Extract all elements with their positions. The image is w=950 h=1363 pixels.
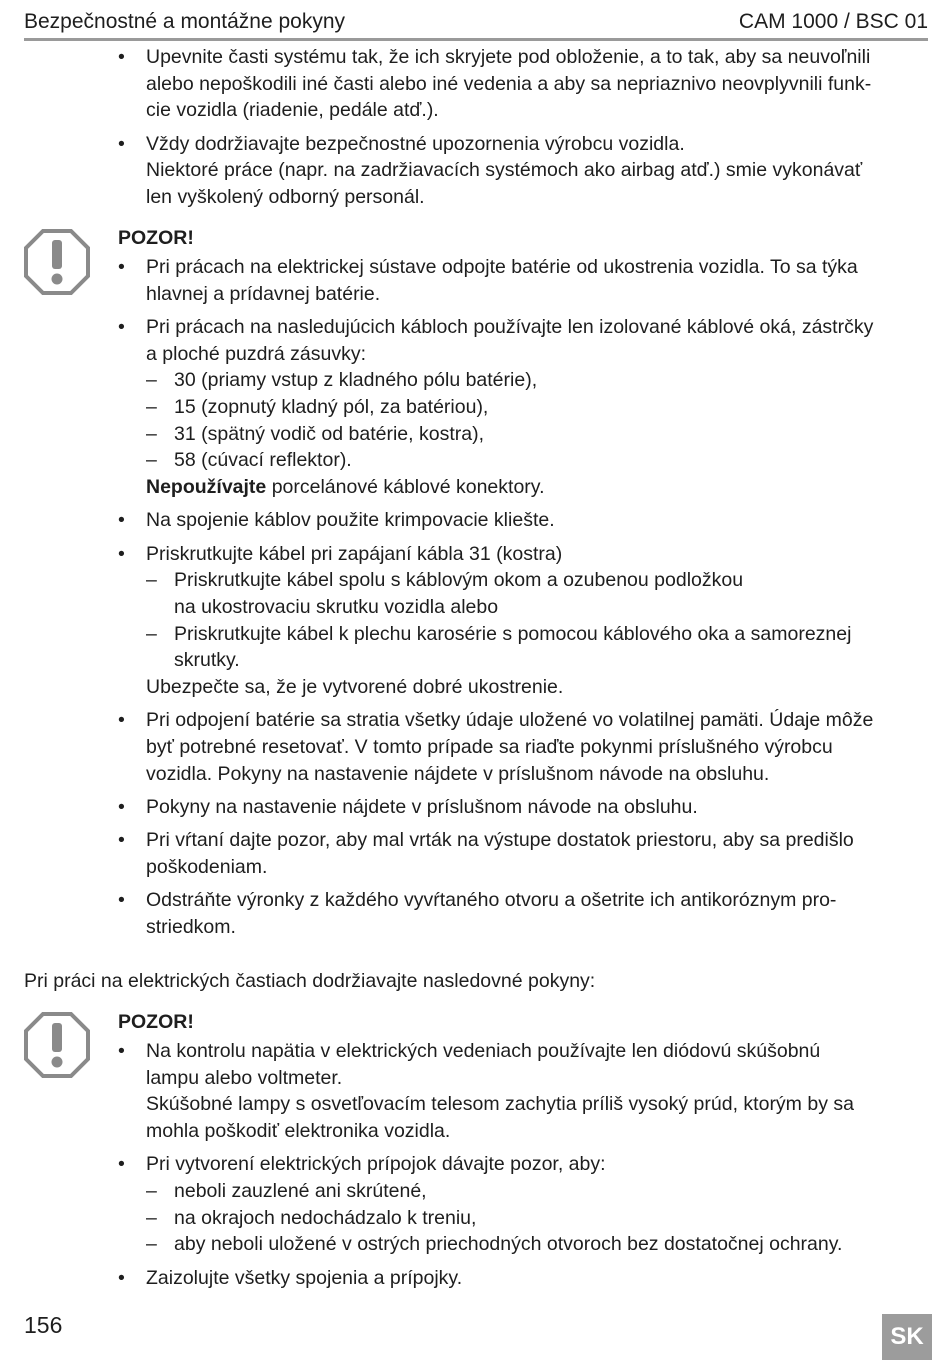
- dash-item: – na okrajoch nedochádzalo k treniu,: [146, 1205, 930, 1232]
- dash-item: – 15 (zopnutý kladný pól, za batériou),: [146, 394, 930, 421]
- list-item: • Pri prácach na elektrickej sústave odpojte batérie od ukostrenia vozidla. To sa týka hlavnej a prídavnej batérie.: [118, 254, 930, 307]
- list-item: • Upevnite časti systému tak, že ich skryjete pod obloženie, a to tak, aby sa neuvoľnili alebo nepoškodili iné časti alebo iné vedenia a aby sa nepriaznivo neovplyvnili funk- cie vozidla (riadenie, pedále atď.).: [118, 44, 930, 124]
- warning-block-1: [118, 224, 930, 947]
- top-bullet-list: [118, 44, 930, 217]
- page-header: [24, 8, 928, 41]
- connector-note: Nepoužívajte porcelánové káblové konektory.: [146, 476, 545, 499]
- warning-title: POZOR!: [118, 1011, 194, 1033]
- list-item: • Pri odpojení batérie sa stratia všetky údaje uložené vo volatilnej pamäti. Údaje môže byť potrebné resetovať. V tomto prípade sa riaďte pokynmi príslušného výrobcu vozidla. Pokyny na nastavenie nájdete v príslušnom návode na obsluhu.: [118, 707, 930, 787]
- list-item: • Na spojenie káblov použite krimpovacie kliešte.: [118, 507, 930, 534]
- dash-item: – 31 (spätný vodič od batérie, kostra),: [146, 421, 930, 448]
- language-badge: SK: [882, 1314, 932, 1360]
- list-item: • Pri vytvorení elektrických prípojok dávajte pozor, aby: – neboli zauzlené ani skrútené, – na okrajoch nedochádzalo k treniu, – aby neboli uložené v ostrých priechodných otvoroch bez dostatočnej ochrany.: [118, 1151, 930, 1258]
- product-name: CAM 1000 / BSC 01: [738, 10, 928, 33]
- list-item: • Pokyny na nastavenie nájdete v príslušnom návode na obsluhu.: [118, 794, 930, 821]
- list-item: • Odstráňte výronky z každého vyvŕtaného otvoru a ošetrite ich antikoróznym pro- striedkom.: [118, 887, 930, 940]
- dash-item: – neboli zauzlené ani skrútené,: [146, 1178, 930, 1205]
- list-item: • Pri prácach na nasledujúcich kábloch používajte len izolované káblové oká, zástrčky a ploché puzdrá zásuvky: – 30 (priamy vstup z kladného pólu batérie), – 15 (zopnutý kladný pól, za batériou), – 31 (spätný vodič od batérie, kostra), – 58 (cúvací reflektor). Nepoužívajte porcelánové káblové konektory.: [118, 314, 930, 501]
- cable-list: [146, 367, 930, 474]
- list-item: • Pri vŕtaní dajte pozor, aby mal vrták na výstupe dostatok priestoru, aby sa predišlo poškodeniam.: [118, 827, 930, 880]
- warning-block-2: [118, 1008, 930, 1298]
- dash-item: – aby neboli uložené v ostrých priechodných otvoroch bez dostatočnej ochrany.: [146, 1231, 930, 1258]
- page-number: 156: [24, 1312, 63, 1338]
- dash-item: – 30 (priamy vstup z kladného pólu batérie),: [146, 367, 930, 394]
- list-item: • Priskrutkujte kábel pri zapájaní kábla 31 (kostra) – Priskrutkujte kábel spolu s káblovým okom a ozubenou podložkou na ukostrovaciu skrutku vozidla alebo – Priskrutkujte kábel k plechu karosérie s pomocou káblového oka a samoreznej skrutky. Ubezpečte sa, že je vytvorené dobré ukostrenie.: [118, 541, 930, 701]
- warning-icon: [23, 1011, 91, 1079]
- warning-icon: [23, 228, 91, 296]
- dash-item: – Priskrutkujte kábel spolu s káblovým okom a ozubenou podložkou na ukostrovaciu skrutku vozidla alebo: [146, 567, 930, 620]
- list-item: • Zaizolujte všetky spojenia a prípojky.: [118, 1265, 930, 1292]
- dash-item: – 58 (cúvací reflektor).: [146, 447, 930, 474]
- list-item: • Na kontrolu napätia v elektrických vedeniach používajte len diódovú skúšobnú lampu alebo voltmeter. Skúšobné lampy s osvetľovacím telesom zachytia príliš vysoký prúd, ktorým by sa mohla poškodiť elektronika vozidla.: [118, 1038, 930, 1145]
- section-title: Bezpečnostné a montážne pokyny: [24, 10, 346, 33]
- intro-paragraph: Pri práci na elektrických častiach dodržiavajte nasledovné pokyny:: [24, 970, 596, 992]
- dash-item: – Priskrutkujte kábel k plechu karosérie s pomocou káblového oka a samoreznej skrutky.: [146, 621, 930, 674]
- warning-title: POZOR!: [118, 227, 194, 249]
- list-item: • Vždy dodržiavajte bezpečnostné upozornenia výrobcu vozidla. Niektoré práce (napr. na zadržiavacích systémoch ako airbag atď.) smie vykonávať len vyškolený odborný personál.: [118, 131, 930, 211]
